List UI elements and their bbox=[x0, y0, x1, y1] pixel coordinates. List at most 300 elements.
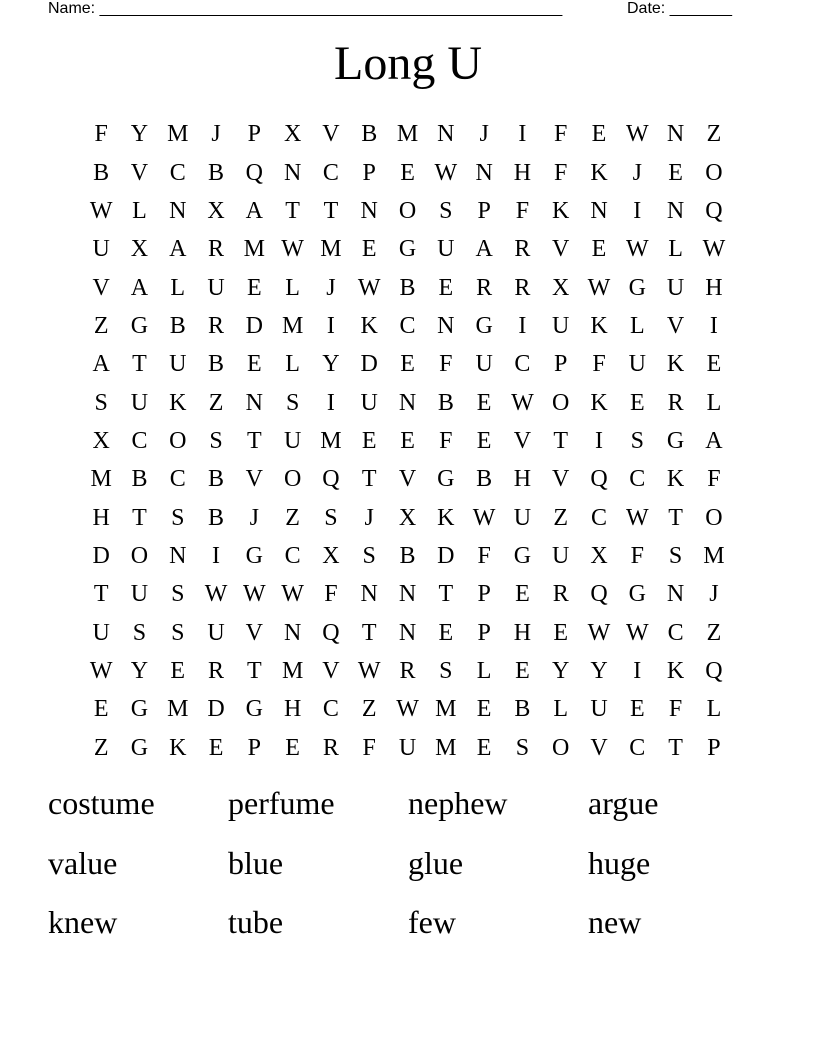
grid-letter: V bbox=[245, 466, 263, 493]
grid-letter: J bbox=[479, 121, 489, 148]
grid-letter: N bbox=[398, 389, 417, 416]
grid-row bbox=[82, 498, 733, 536]
grid-letter: N bbox=[437, 312, 455, 339]
grid-letter: O bbox=[398, 197, 417, 224]
grid-letter: B bbox=[131, 466, 148, 493]
grid-letter: M bbox=[320, 427, 342, 454]
grid-letter: Z bbox=[706, 619, 722, 646]
grid-letter: R bbox=[322, 734, 339, 761]
grid-letter: T bbox=[361, 466, 377, 493]
grid-letter: N bbox=[666, 197, 685, 224]
grid-letter: X bbox=[283, 121, 302, 148]
grid-letter: K bbox=[590, 159, 608, 186]
grid-row bbox=[82, 613, 733, 651]
grid-letter: M bbox=[435, 696, 457, 723]
grid-letter: V bbox=[552, 466, 570, 493]
grid-letter: I bbox=[595, 427, 603, 454]
grid-letter: U bbox=[130, 389, 149, 416]
grid-letter: R bbox=[208, 236, 225, 263]
grid-letter: R bbox=[552, 581, 569, 608]
grid-letter: G bbox=[130, 312, 149, 339]
grid-letter: W bbox=[625, 121, 649, 148]
word-bank-item: costume bbox=[48, 785, 155, 821]
grid-letter: F bbox=[439, 427, 453, 454]
grid-letter: H bbox=[705, 274, 723, 301]
grid-letter: E bbox=[476, 427, 492, 454]
grid-letter: Z bbox=[553, 504, 569, 531]
grid-letter: T bbox=[668, 734, 683, 761]
grid-letter: V bbox=[92, 274, 110, 301]
word-bank-item: huge bbox=[588, 844, 651, 881]
grid-letter: O bbox=[169, 427, 187, 454]
grid-letter: U bbox=[92, 619, 110, 646]
grid-letter: U bbox=[360, 389, 378, 416]
grid-letter: M bbox=[435, 734, 457, 761]
grid-letter: W bbox=[89, 657, 113, 684]
grid-letter: G bbox=[666, 427, 685, 454]
grid-row bbox=[82, 268, 733, 306]
word-bank-item: knew bbox=[48, 904, 118, 940]
grid-letter: E bbox=[515, 581, 530, 608]
grid-letter: B bbox=[93, 159, 110, 186]
grid-letter: K bbox=[360, 312, 378, 339]
grid-letter: W bbox=[511, 389, 534, 416]
grid-letter: C bbox=[667, 619, 684, 646]
grid-letter: G bbox=[130, 696, 149, 723]
grid-letter: M bbox=[167, 696, 189, 723]
grid-letter: G bbox=[475, 312, 493, 339]
grid-letter: T bbox=[668, 504, 683, 531]
grid-letter: C bbox=[514, 351, 531, 378]
grid-letter: S bbox=[668, 542, 683, 569]
grid-letter: U bbox=[169, 351, 187, 378]
grid-letter: P bbox=[707, 734, 721, 761]
grid-letter: Z bbox=[208, 389, 224, 416]
grid-letter: W bbox=[625, 236, 649, 263]
grid-letter: E bbox=[247, 351, 262, 378]
grid-letter: A bbox=[705, 427, 723, 454]
grid-letter: U bbox=[552, 312, 570, 339]
grid-letter: X bbox=[552, 274, 570, 301]
grid-letter: J bbox=[249, 504, 259, 531]
grid-letter: F bbox=[630, 542, 644, 569]
grid-letter: A bbox=[92, 351, 110, 378]
grid-letter: N bbox=[475, 159, 493, 186]
grid-letter: F bbox=[515, 197, 530, 224]
grid-letter: E bbox=[400, 427, 415, 454]
grid-letter: T bbox=[132, 351, 147, 378]
grid-letter: B bbox=[399, 274, 416, 301]
grid-letter: W bbox=[396, 696, 419, 723]
grid-letter: E bbox=[93, 696, 109, 723]
grid-letter: R bbox=[208, 312, 225, 339]
grid-letter: F bbox=[362, 734, 376, 761]
grid-letter: K bbox=[552, 197, 570, 224]
grid-letter: Y bbox=[130, 657, 149, 684]
grid-letter: E bbox=[400, 159, 415, 186]
grid-letter: M bbox=[396, 121, 419, 148]
grid-letter: L bbox=[476, 657, 492, 684]
grid-letter: E bbox=[668, 159, 683, 186]
grid-letter: N bbox=[398, 619, 417, 646]
grid-letter: W bbox=[243, 581, 266, 608]
grid-row bbox=[82, 230, 733, 268]
grid-letter: F bbox=[94, 121, 108, 148]
grid-letter: U bbox=[437, 236, 455, 263]
grid-letter: C bbox=[322, 159, 339, 186]
grid-letter: E bbox=[706, 351, 722, 378]
grid-letter: N bbox=[283, 159, 302, 186]
grid-letter: S bbox=[285, 389, 300, 416]
grid-letter: S bbox=[171, 619, 185, 646]
grid-letter: N bbox=[283, 619, 302, 646]
grid-letter: O bbox=[283, 466, 302, 493]
grid-row bbox=[82, 575, 733, 613]
grid-letter: L bbox=[668, 236, 683, 263]
grid-letter: B bbox=[208, 159, 225, 186]
grid-letter: T bbox=[132, 504, 147, 531]
grid-letter: P bbox=[362, 159, 376, 186]
grid-row bbox=[82, 460, 733, 498]
grid-letter: U bbox=[283, 427, 302, 454]
grid-letter: L bbox=[285, 351, 300, 378]
grid-letter: I bbox=[518, 121, 527, 148]
grid-letter: R bbox=[514, 236, 531, 263]
grid-row bbox=[82, 345, 733, 383]
grid-letter: J bbox=[326, 274, 336, 301]
grid-letter: F bbox=[477, 542, 491, 569]
grid-letter: R bbox=[514, 274, 531, 301]
grid-letter: K bbox=[666, 351, 685, 378]
grid-row bbox=[82, 690, 733, 728]
grid-letter: E bbox=[400, 351, 415, 378]
grid-letter: A bbox=[245, 197, 263, 224]
grid-letter: L bbox=[170, 274, 186, 301]
grid-letter: D bbox=[92, 542, 110, 569]
grid-letter: V bbox=[130, 159, 149, 186]
grid-letter: O bbox=[705, 504, 723, 531]
grid-letter: Y bbox=[322, 351, 340, 378]
grid-letter: W bbox=[357, 657, 381, 684]
grid-row bbox=[82, 307, 733, 345]
grid-letter: B bbox=[208, 466, 225, 493]
grid-letter: W bbox=[89, 197, 113, 224]
grid-letter: W bbox=[625, 619, 649, 646]
grid-letter: Y bbox=[552, 657, 570, 684]
grid-letter: R bbox=[476, 274, 493, 301]
grid-letter: Z bbox=[361, 696, 377, 723]
grid-letter: W bbox=[587, 274, 611, 301]
grid-letter: E bbox=[629, 389, 645, 416]
grid-letter: U bbox=[475, 351, 493, 378]
grid-letter: N bbox=[360, 197, 378, 224]
word-bank-item: argue bbox=[588, 785, 659, 821]
grid-row bbox=[82, 537, 733, 575]
grid-letter: E bbox=[591, 121, 607, 148]
grid-letter: L bbox=[285, 274, 300, 301]
grid-letter: B bbox=[208, 351, 225, 378]
grid-letter: W bbox=[204, 581, 228, 608]
grid-letter: D bbox=[437, 542, 455, 569]
grid-letter: V bbox=[322, 121, 340, 148]
grid-letter: U bbox=[398, 734, 417, 761]
grid-letter: S bbox=[439, 197, 453, 224]
grid-letter: E bbox=[591, 236, 607, 263]
grid-letter: W bbox=[281, 581, 304, 608]
grid-letter: E bbox=[285, 734, 300, 761]
grid-row bbox=[82, 422, 733, 460]
grid-letter: Z bbox=[93, 312, 109, 339]
grid-letter: M bbox=[703, 542, 725, 569]
grid-letter: E bbox=[629, 696, 645, 723]
grid-letter: H bbox=[513, 619, 532, 646]
grid-letter: U bbox=[513, 504, 532, 531]
grid-letter: U bbox=[590, 696, 608, 723]
grid-letter: K bbox=[169, 389, 187, 416]
grid-letter: Q bbox=[322, 619, 340, 646]
grid-letter: E bbox=[476, 696, 492, 723]
grid-letter: R bbox=[208, 657, 225, 684]
grid-letter: E bbox=[553, 619, 569, 646]
word-bank-item: blue bbox=[228, 844, 284, 881]
grid-row bbox=[82, 153, 733, 191]
grid-letter: N bbox=[360, 581, 378, 608]
word-bank-item: value bbox=[48, 844, 118, 881]
grid-letter: T bbox=[361, 619, 377, 646]
grid-letter: M bbox=[90, 466, 112, 493]
grid-letter: W bbox=[434, 159, 458, 186]
grid-letter: X bbox=[590, 542, 608, 569]
grid-letter: T bbox=[247, 657, 262, 684]
grid-letter: J bbox=[632, 159, 642, 186]
grid-letter: G bbox=[398, 236, 417, 263]
grid-letter: B bbox=[169, 312, 186, 339]
grid-letter: T bbox=[285, 197, 300, 224]
grid-letter: B bbox=[399, 542, 416, 569]
grid-letter: S bbox=[515, 734, 530, 761]
grid-letter: N bbox=[666, 121, 685, 148]
grid-letter: B bbox=[437, 389, 454, 416]
grid-letter: I bbox=[212, 542, 221, 569]
grid-letter: Y bbox=[590, 657, 608, 684]
grid-letter: C bbox=[131, 427, 148, 454]
grid-letter: U bbox=[207, 619, 225, 646]
grid-letter: N bbox=[666, 581, 685, 608]
grid-letter: Z bbox=[706, 121, 722, 148]
grid-row bbox=[82, 115, 733, 153]
grid-letter: W bbox=[357, 274, 381, 301]
grid-letter: I bbox=[518, 312, 527, 339]
grid-letter: W bbox=[281, 236, 304, 263]
grid-letter: S bbox=[630, 427, 644, 454]
grid-letter: K bbox=[169, 734, 187, 761]
grid-letter: B bbox=[208, 504, 225, 531]
grid-letter: P bbox=[477, 619, 491, 646]
grid-letter: S bbox=[94, 389, 108, 416]
grid-letter: S bbox=[362, 542, 376, 569]
grid-letter: Q bbox=[590, 581, 608, 608]
grid-letter: V bbox=[590, 734, 608, 761]
grid-letter: E bbox=[438, 619, 454, 646]
word-bank-item: tube bbox=[228, 904, 284, 940]
grid-letter: A bbox=[169, 236, 187, 263]
grid-letter: F bbox=[592, 351, 606, 378]
grid-row bbox=[82, 652, 733, 690]
grid-letter: T bbox=[247, 427, 262, 454]
grid-letter: G bbox=[130, 734, 149, 761]
grid-letter: O bbox=[552, 389, 570, 416]
word-bank-item: few bbox=[408, 904, 456, 940]
grid-letter: O bbox=[705, 159, 723, 186]
grid-letter: K bbox=[590, 312, 608, 339]
grid-letter: U bbox=[92, 236, 110, 263]
grid-letter: C bbox=[169, 466, 186, 493]
grid-letter: J bbox=[211, 121, 221, 148]
grid-row bbox=[82, 383, 733, 421]
grid-letter: Y bbox=[130, 121, 149, 148]
grid-letter: W bbox=[472, 504, 496, 531]
grid-letter: T bbox=[323, 197, 339, 224]
grid-letter: D bbox=[245, 312, 263, 339]
grid-letter: E bbox=[515, 657, 530, 684]
grid-letter: F bbox=[668, 696, 683, 723]
grid-letter: C bbox=[284, 542, 301, 569]
grid-letter: H bbox=[513, 466, 532, 493]
grid-letter: C bbox=[629, 734, 646, 761]
grid-letter: Z bbox=[93, 734, 109, 761]
grid-letter: X bbox=[92, 427, 110, 454]
grid-letter: D bbox=[360, 351, 378, 378]
grid-letter: X bbox=[398, 504, 417, 531]
grid-letter: C bbox=[629, 466, 646, 493]
grid-letter: K bbox=[666, 466, 685, 493]
grid-letter: C bbox=[399, 312, 416, 339]
grid-letter: N bbox=[245, 389, 263, 416]
grid-letter: W bbox=[587, 619, 611, 646]
grid-letter: M bbox=[243, 236, 265, 263]
grid-letter: H bbox=[513, 159, 532, 186]
grid-letter: G bbox=[437, 466, 455, 493]
grid-letter: P bbox=[247, 121, 262, 148]
grid-letter: E bbox=[476, 734, 492, 761]
word-search-grid bbox=[82, 115, 733, 767]
grid-letter: I bbox=[326, 312, 335, 339]
page-title: Long U bbox=[334, 37, 482, 90]
grid-letter: P bbox=[477, 581, 491, 608]
grid-letter: E bbox=[208, 734, 224, 761]
grid-letter: I bbox=[633, 197, 642, 224]
grid-letter: L bbox=[629, 312, 645, 339]
grid-letter: N bbox=[169, 197, 187, 224]
grid-letter: C bbox=[169, 159, 186, 186]
grid-letter: U bbox=[130, 581, 149, 608]
grid-letter: U bbox=[666, 274, 685, 301]
grid-letter: N bbox=[437, 121, 455, 148]
grid-letter: X bbox=[130, 236, 149, 263]
grid-letter: N bbox=[169, 542, 187, 569]
grid-letter: H bbox=[283, 696, 302, 723]
grid-letter: L bbox=[553, 696, 569, 723]
grid-letter: S bbox=[171, 504, 185, 531]
word-bank-item: glue bbox=[408, 844, 464, 881]
name-field-line: Name: ____________________________________________________ bbox=[48, 0, 563, 17]
grid-letter: C bbox=[591, 504, 608, 531]
grid-letter: E bbox=[438, 274, 454, 301]
grid-letter: S bbox=[209, 427, 223, 454]
grid-letter: F bbox=[324, 581, 338, 608]
word-bank bbox=[48, 783, 768, 962]
grid-letter: S bbox=[132, 619, 147, 646]
grid-letter: M bbox=[320, 236, 342, 263]
grid-letter: V bbox=[322, 657, 340, 684]
grid-letter: I bbox=[633, 657, 642, 684]
grid-letter: V bbox=[666, 312, 685, 339]
grid-letter: H bbox=[92, 504, 110, 531]
grid-letter: F bbox=[554, 159, 568, 186]
grid-letter: U bbox=[207, 274, 225, 301]
grid-letter: Q bbox=[245, 159, 263, 186]
grid-letter: F bbox=[439, 351, 453, 378]
word-bank-item: nephew bbox=[408, 785, 508, 821]
grid-letter: A bbox=[475, 236, 493, 263]
grid-letter: M bbox=[167, 121, 189, 148]
grid-letter: X bbox=[207, 197, 225, 224]
word-bank-item: perfume bbox=[228, 785, 335, 821]
grid-letter: I bbox=[326, 389, 335, 416]
grid-letter: D bbox=[207, 696, 225, 723]
grid-letter: Q bbox=[322, 466, 340, 493]
grid-letter: X bbox=[322, 542, 340, 569]
date-field-line: Date: _______ bbox=[627, 0, 732, 17]
grid-letter: L bbox=[132, 197, 147, 224]
grid-letter: P bbox=[247, 734, 262, 761]
grid-letter: N bbox=[590, 197, 608, 224]
grid-letter: V bbox=[245, 619, 263, 646]
grid-letter: E bbox=[170, 657, 186, 684]
grid-letter: G bbox=[245, 696, 263, 723]
grid-letter: G bbox=[245, 542, 263, 569]
grid-letter: G bbox=[513, 542, 532, 569]
grid-letter: K bbox=[437, 504, 455, 531]
grid-row bbox=[82, 729, 733, 767]
grid-letter: S bbox=[171, 581, 185, 608]
grid-letter: F bbox=[707, 466, 721, 493]
grid-letter: B bbox=[361, 121, 378, 148]
grid-letter: G bbox=[628, 274, 646, 301]
grid-letter: I bbox=[709, 312, 718, 339]
grid-letter: E bbox=[247, 274, 262, 301]
grid-letter: K bbox=[666, 657, 685, 684]
grid-letter: G bbox=[628, 581, 646, 608]
grid-letter: U bbox=[552, 542, 570, 569]
grid-letter: K bbox=[590, 389, 608, 416]
grid-letter: T bbox=[93, 581, 109, 608]
grid-letter: N bbox=[398, 581, 417, 608]
grid-letter: J bbox=[709, 581, 719, 608]
grid-letter: O bbox=[130, 542, 149, 569]
grid-letter: B bbox=[476, 466, 493, 493]
grid-letter: L bbox=[706, 696, 722, 723]
grid-letter: T bbox=[553, 427, 569, 454]
grid-letter: E bbox=[361, 427, 377, 454]
grid-row bbox=[82, 192, 733, 230]
grid-letter: Z bbox=[285, 504, 300, 531]
grid-letter: R bbox=[667, 389, 684, 416]
grid-letter: S bbox=[439, 657, 453, 684]
grid-letter: V bbox=[513, 427, 532, 454]
grid-letter: W bbox=[625, 504, 649, 531]
grid-letter: V bbox=[552, 236, 570, 263]
